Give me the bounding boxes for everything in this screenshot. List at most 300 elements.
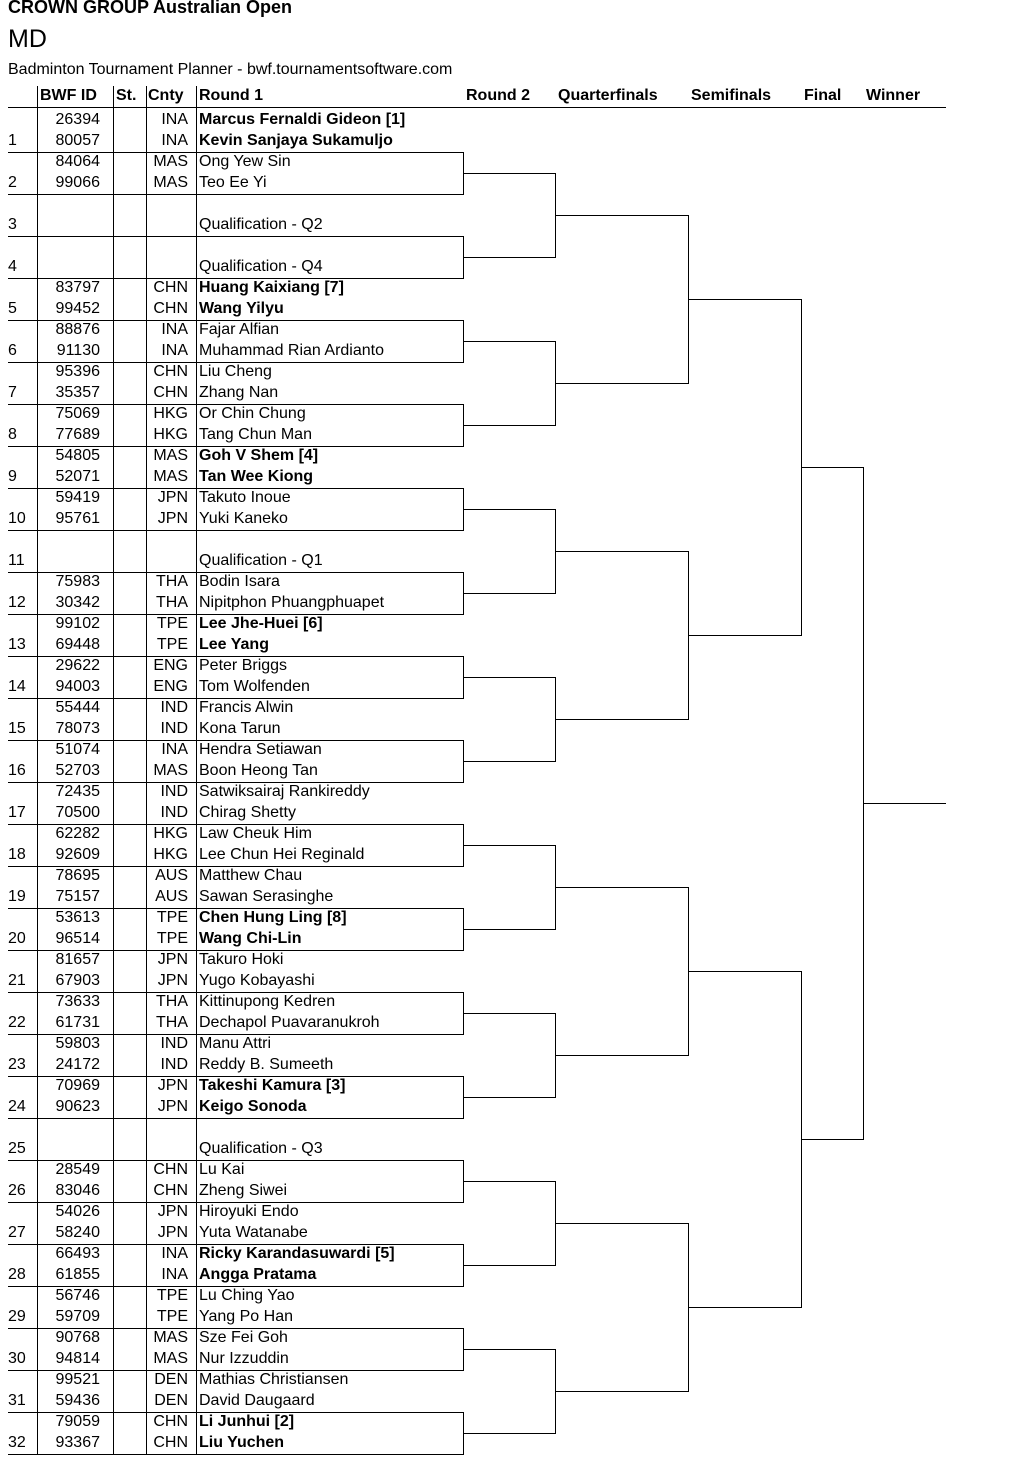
player-country [148, 236, 188, 256]
player-country: HKG [153, 825, 188, 842]
player-country: CHN [153, 1413, 188, 1430]
entry-number: 8 [8, 426, 17, 443]
entry-number: 28 [8, 1266, 26, 1283]
player-country [148, 551, 188, 571]
player-country: JPN [157, 951, 188, 968]
entry-number: 15 [8, 720, 26, 737]
entry-number: 11 [8, 552, 25, 569]
player-bwf-id: 78695 [55, 867, 100, 884]
player-country: TPE [156, 1308, 188, 1325]
entry-rule [8, 1202, 463, 1203]
entry-rule [8, 782, 463, 783]
player-bwf-id: 24172 [55, 1056, 100, 1073]
player-name [199, 530, 461, 550]
entry-rule [8, 362, 463, 363]
player-bwf-id [40, 215, 100, 235]
player-country: JPN [157, 510, 188, 527]
player-name: Zhang Nan [199, 384, 279, 401]
entry-rule [8, 1328, 463, 1329]
column-divider [113, 86, 114, 1454]
quarterfinal-slot [555, 1055, 688, 1056]
player-bwf-id: 90623 [55, 1098, 100, 1115]
player-name: Satwiksairaj Rankireddy [199, 783, 370, 800]
player-bwf-id: 83797 [55, 279, 100, 296]
round2-slot [463, 1433, 555, 1434]
round2-slot [463, 1181, 555, 1182]
player-bwf-id: 83046 [55, 1182, 100, 1199]
column-divider [146, 86, 147, 1454]
player-name: Lee Jhe-Huei [6] [199, 615, 323, 632]
player-country: INA [161, 111, 188, 128]
entry-number: 3 [8, 216, 17, 233]
player-country: DEN [154, 1371, 188, 1388]
player-name: Lu Kai [199, 1161, 245, 1178]
entry-rule [8, 236, 463, 237]
entry-rule [8, 1076, 463, 1077]
player-bwf-id: 51074 [55, 741, 100, 758]
round2-slot [463, 761, 555, 762]
player-name: Bodin Isara [199, 573, 280, 590]
quarterfinal-slot [555, 215, 688, 216]
entry-number: 26 [8, 1182, 26, 1199]
event-code: MD [8, 25, 47, 53]
player-name: Matthew Chau [199, 867, 303, 884]
player-name: Liu Yuchen [199, 1434, 285, 1451]
entry-number: 16 [8, 762, 26, 779]
player-country: MAS [153, 762, 188, 779]
player-country: CHN [153, 279, 188, 296]
player-country: IND [160, 699, 188, 716]
player-name: Manu Attri [199, 1035, 272, 1052]
final-slot [801, 467, 863, 468]
entry-rule [8, 530, 463, 531]
player-name: Kevin Sanjaya Sukamuljo [199, 132, 393, 149]
round2-slot [463, 341, 555, 342]
entry-number: 2 [8, 174, 17, 191]
player-name: Chirag Shetty [199, 804, 296, 821]
player-bwf-id: 67903 [55, 972, 100, 989]
player-name: Peter Briggs [199, 657, 288, 674]
player-country: INA [161, 741, 188, 758]
player-country: INA [161, 321, 188, 338]
entry-rule [8, 950, 463, 951]
player-country: TPE [156, 1287, 188, 1304]
semifinal-slot [688, 1307, 801, 1308]
player-name: Lu Ching Yao [199, 1287, 295, 1304]
round2-slot [463, 1097, 555, 1098]
player-country: IND [160, 1035, 188, 1052]
entry-rule [8, 656, 463, 657]
player-country: THA [156, 594, 188, 611]
player-bwf-id: 73633 [55, 993, 100, 1010]
player-bwf-id: 92609 [55, 846, 100, 863]
player-name: Yang Po Han [199, 1308, 293, 1325]
entry-rule [8, 278, 463, 279]
semifinal-slot [688, 971, 801, 972]
entry-number: 7 [8, 384, 17, 401]
column-divider [37, 86, 38, 1454]
player-bwf-id: 54805 [55, 447, 100, 464]
player-country [148, 194, 188, 214]
player-bwf-id [40, 1118, 100, 1138]
entry-number: 18 [8, 846, 26, 863]
player-country: INA [161, 132, 188, 149]
player-country [148, 530, 188, 550]
player-bwf-id: 53613 [55, 909, 100, 926]
player-name: Dechapol Puavaranukroh [199, 1014, 380, 1031]
player-country: CHN [153, 1434, 188, 1451]
round2-slot [463, 677, 555, 678]
player-bwf-id: 99066 [55, 174, 100, 191]
player-bwf-id [40, 236, 100, 256]
player-bwf-id: 35357 [55, 384, 100, 401]
player-bwf-id: 59709 [55, 1308, 100, 1325]
player-name: Lee Yang [199, 636, 269, 653]
quarterfinal-slot [555, 1223, 688, 1224]
col-header-round-1: Round 1 [199, 87, 263, 104]
player-country: MAS [153, 447, 188, 464]
player-name: Takuro Hoki [199, 951, 284, 968]
player-country: HKG [153, 405, 188, 422]
entry-number: 27 [8, 1224, 26, 1241]
semifinal-slot [688, 299, 801, 300]
round2-slot [463, 509, 555, 510]
player-bwf-id: 26394 [55, 111, 100, 128]
player-name: Angga Pratama [199, 1266, 317, 1283]
player-bwf-id: 70969 [55, 1077, 100, 1094]
player-country: DEN [154, 1392, 188, 1409]
player-name: Li Junhui [2] [199, 1413, 295, 1430]
player-bwf-id: 94814 [55, 1350, 100, 1367]
player-country: JPN [157, 1098, 188, 1115]
player-country: MAS [153, 1329, 188, 1346]
player-bwf-id: 54026 [55, 1203, 100, 1220]
player-country: HKG [153, 426, 188, 443]
entry-number: 17 [8, 804, 26, 821]
entry-rule [8, 908, 463, 909]
player-name: Qualification - Q3 [199, 1140, 323, 1157]
player-name: Huang Kaixiang [7] [199, 279, 344, 296]
round2-slot [463, 173, 555, 174]
quarterfinal-slot [555, 719, 688, 720]
player-bwf-id: 52703 [55, 762, 100, 779]
player-bwf-id: 72435 [55, 783, 100, 800]
player-bwf-id: 78073 [55, 720, 100, 737]
player-bwf-id: 80057 [55, 132, 100, 149]
player-name [199, 1118, 461, 1138]
player-bwf-id [40, 194, 100, 214]
player-name: Tang Chun Man [199, 426, 312, 443]
player-bwf-id [40, 551, 100, 571]
player-country: MAS [153, 468, 188, 485]
round2-slot [463, 1349, 555, 1350]
col-header-quarterfinals: Quarterfinals [558, 87, 658, 104]
player-country: THA [156, 1014, 188, 1031]
player-country: MAS [153, 174, 188, 191]
player-country: HKG [153, 846, 188, 863]
entry-number: 29 [8, 1308, 26, 1325]
player-bwf-id: 84064 [55, 153, 100, 170]
entry-number: 19 [8, 888, 26, 905]
player-bwf-id: 70500 [55, 804, 100, 821]
player-country: JPN [157, 1077, 188, 1094]
player-country: TPE [156, 909, 188, 926]
entry-rule [8, 614, 463, 615]
player-country: JPN [157, 972, 188, 989]
player-bwf-id: 58240 [55, 1224, 100, 1241]
player-bwf-id: 61731 [55, 1014, 100, 1031]
entry-rule [8, 1244, 463, 1245]
player-country [148, 1139, 188, 1159]
semifinal-slot [688, 635, 801, 636]
player-country [148, 215, 188, 235]
entry-rule [8, 152, 463, 153]
player-country: INA [161, 342, 188, 359]
player-bwf-id [40, 257, 100, 277]
entry-number: 22 [8, 1014, 26, 1031]
entry-rule [8, 404, 463, 405]
entry-rule [8, 488, 463, 489]
entry-number: 5 [8, 300, 17, 317]
player-country: TPE [156, 615, 188, 632]
player-bwf-id: 75069 [55, 405, 100, 422]
player-country: AUS [155, 888, 188, 905]
player-name: Ong Yew Sin [199, 153, 291, 170]
player-name: Marcus Fernaldi Gideon [1] [199, 111, 406, 128]
player-country: CHN [153, 1161, 188, 1178]
player-country: ENG [153, 678, 188, 695]
entry-number: 9 [8, 468, 17, 485]
player-name: Chen Hung Ling [8] [199, 909, 347, 926]
player-country: CHN [153, 363, 188, 380]
player-bwf-id: 81657 [55, 951, 100, 968]
player-bwf-id: 99521 [55, 1371, 100, 1388]
col-header-semifinals: Semifinals [691, 87, 772, 104]
entry-rule [8, 194, 463, 195]
player-country: THA [156, 573, 188, 590]
header-rule [8, 107, 946, 108]
player-name: Mathias Christiansen [199, 1371, 349, 1388]
player-name: Francis Alwin [199, 699, 294, 716]
round2-slot [463, 593, 555, 594]
player-bwf-id: 94003 [55, 678, 100, 695]
player-country: CHN [153, 1182, 188, 1199]
player-bwf-id: 95396 [55, 363, 100, 380]
player-name: Yugo Kobayashi [199, 972, 315, 989]
player-name: Fajar Alfian [199, 321, 280, 338]
player-name: Keigo Sonoda [199, 1098, 307, 1115]
player-bwf-id: 96514 [55, 930, 100, 947]
entry-number: 20 [8, 930, 26, 947]
player-bwf-id: 59803 [55, 1035, 100, 1052]
player-bwf-id: 66493 [55, 1245, 100, 1262]
player-bwf-id: 95761 [55, 510, 100, 527]
col-header-status: St. [116, 87, 137, 104]
player-bwf-id: 99102 [55, 615, 100, 632]
player-name: Qualification - Q4 [199, 258, 323, 275]
player-name: Nur Izzuddin [199, 1350, 289, 1367]
entry-number: 30 [8, 1350, 26, 1367]
col-header-winner: Winner [866, 87, 921, 104]
round2-slot [463, 257, 555, 258]
player-country: INA [161, 1245, 188, 1262]
col-header-final: Final [804, 87, 842, 104]
entry-number: 13 [8, 636, 26, 653]
player-bwf-id: 99452 [55, 300, 100, 317]
player-name: Kona Tarun [199, 720, 281, 737]
entry-rule [8, 698, 463, 699]
player-bwf-id: 88876 [55, 321, 100, 338]
player-bwf-id: 55444 [55, 699, 100, 716]
player-country: INA [161, 1266, 188, 1283]
player-country: IND [160, 1056, 188, 1073]
player-name: Yuta Watanabe [199, 1224, 308, 1241]
entry-rule [8, 740, 463, 741]
winner-slot [863, 803, 946, 804]
quarterfinal-slot [555, 887, 688, 888]
entry-rule [8, 866, 463, 867]
player-name: Tan Wee Kiong [199, 468, 314, 485]
player-bwf-id: 75983 [55, 573, 100, 590]
round2-slot [463, 1265, 555, 1266]
player-bwf-id: 90768 [55, 1329, 100, 1346]
quarterfinal-slot [555, 551, 688, 552]
player-name: Teo Ee Yi [199, 174, 267, 191]
entry-rule [8, 1370, 463, 1371]
player-name: Sawan Serasinghe [199, 888, 334, 905]
player-country: CHN [153, 384, 188, 401]
player-bwf-id: 69448 [55, 636, 100, 653]
player-name: Kittinupong Kedren [199, 993, 336, 1010]
player-bwf-id: 91130 [56, 342, 100, 359]
player-bwf-id: 28549 [55, 1161, 100, 1178]
entry-number: 4 [8, 258, 17, 275]
col-header-bwf-id: BWF ID [40, 87, 97, 104]
player-name: Nipitphon Phuangphuapet [199, 594, 385, 611]
player-name: Sze Fei Goh [199, 1329, 288, 1346]
source-line: Badminton Tournament Planner - bwf.tournamentsoftware.com [8, 61, 453, 78]
player-country: CHN [153, 300, 188, 317]
player-country: JPN [157, 1203, 188, 1220]
player-bwf-id: 52071 [55, 468, 100, 485]
player-name: Lee Chun Hei Reginald [199, 846, 365, 863]
entry-rule [8, 1118, 463, 1119]
col-header-round-2: Round 2 [466, 87, 530, 104]
player-country: IND [160, 720, 188, 737]
player-name: David Daugaard [199, 1392, 315, 1409]
player-bwf-id: 62282 [55, 825, 100, 842]
player-name: Boon Heong Tan [199, 762, 318, 779]
entry-rule [8, 446, 463, 447]
player-name: Wang Chi-Lin [199, 930, 302, 947]
entry-rule [8, 1286, 463, 1287]
quarterfinal-slot [555, 1391, 688, 1392]
player-name: Takuto Inoue [199, 489, 291, 506]
player-bwf-id [40, 530, 100, 550]
player-bwf-id: 61855 [55, 1266, 100, 1283]
player-bwf-id: 29622 [55, 657, 100, 674]
final-slot [801, 1139, 863, 1140]
player-country: TPE [156, 930, 188, 947]
entry-rule [8, 1160, 463, 1161]
col-header-country: Cnty [148, 87, 184, 104]
entry-number: 1 [8, 132, 17, 149]
player-name: Takeshi Kamura [3] [199, 1077, 346, 1094]
player-name: Ricky Karandasuwardi [5] [199, 1245, 395, 1262]
player-bwf-id [40, 1139, 100, 1159]
player-name: Goh V Shem [4] [199, 447, 319, 464]
entry-rule [8, 320, 463, 321]
player-name: Zheng Siwei [199, 1182, 288, 1199]
player-name: Hiroyuki Endo [199, 1203, 299, 1220]
player-bwf-id: 56746 [55, 1287, 100, 1304]
entry-number: 31 [8, 1392, 26, 1409]
player-name [199, 236, 461, 256]
player-name: Reddy B. Sumeeth [199, 1056, 334, 1073]
player-country: AUS [155, 867, 188, 884]
player-country [148, 1118, 188, 1138]
player-bwf-id: 59436 [55, 1392, 100, 1409]
player-name: Muhammad Rian Ardianto [199, 342, 384, 359]
quarterfinal-slot [555, 383, 688, 384]
player-country: THA [156, 993, 188, 1010]
entry-rule [8, 572, 463, 573]
player-name [199, 194, 461, 214]
round2-slot [463, 425, 555, 426]
player-bwf-id: 79059 [55, 1413, 100, 1430]
player-country: ENG [153, 657, 188, 674]
entry-number: 10 [8, 510, 26, 527]
player-bwf-id: 93367 [55, 1434, 100, 1451]
entry-number: 14 [8, 678, 26, 695]
player-name: Qualification - Q2 [199, 216, 323, 233]
player-name: Wang Yilyu [199, 300, 284, 317]
player-name: Or Chin Chung [199, 405, 306, 422]
player-country: JPN [157, 1224, 188, 1241]
player-bwf-id: 59419 [55, 489, 100, 506]
player-country [148, 257, 188, 277]
entry-rule [8, 1412, 463, 1413]
player-name: Liu Cheng [199, 363, 272, 380]
player-name: Hendra Setiawan [199, 741, 322, 758]
entry-rule [8, 992, 463, 993]
player-name: Law Cheuk Him [199, 825, 312, 842]
entry-number: 23 [8, 1056, 26, 1073]
entry-number: 21 [8, 972, 26, 989]
round2-slot [463, 845, 555, 846]
player-bwf-id: 75157 [55, 888, 100, 905]
round2-slot [463, 1013, 555, 1014]
player-country: IND [160, 804, 188, 821]
entry-number: 24 [8, 1098, 26, 1115]
tournament-title: CROWN GROUP Australian Open [8, 0, 293, 17]
player-country: MAS [153, 1350, 188, 1367]
entry-number: 25 [8, 1140, 26, 1157]
player-bwf-id: 77689 [55, 426, 100, 443]
entry-rule [8, 1454, 463, 1455]
round2-slot [463, 929, 555, 930]
player-country: JPN [157, 489, 188, 506]
entry-number: 6 [8, 342, 17, 359]
player-country: TPE [156, 636, 188, 653]
player-name: Yuki Kaneko [199, 510, 288, 527]
entry-rule [8, 1034, 463, 1035]
player-country: IND [160, 783, 188, 800]
entry-number: 12 [8, 594, 26, 611]
entry-rule [8, 824, 463, 825]
player-country: MAS [153, 153, 188, 170]
entry-number: 32 [8, 1434, 26, 1451]
